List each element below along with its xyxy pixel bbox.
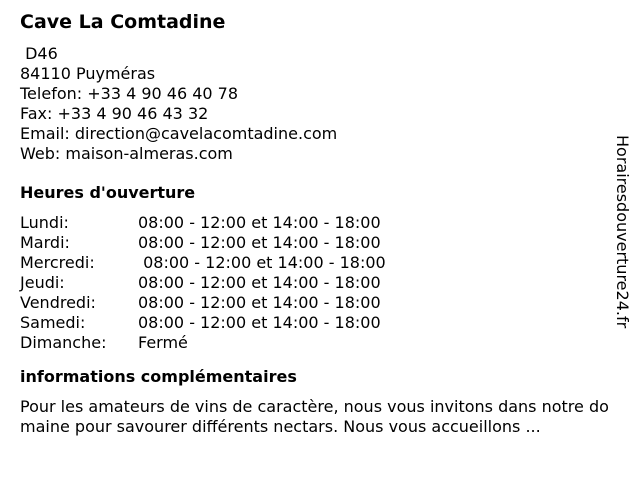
hours-row-jeudi <box>20 273 610 293</box>
phone-number: Telefon: +33 4 90 46 40 78 <box>20 84 239 103</box>
hours-day: Dimanche: <box>20 333 107 352</box>
address-street: D46 <box>20 44 58 63</box>
website: Web: maison-almeras.com <box>20 144 233 163</box>
hours-day: Vendredi: <box>20 293 96 312</box>
hours-time: 08:00 - 12:00 et 14:00 - 18:00 <box>138 253 386 272</box>
hours-time: Fermé <box>138 333 188 352</box>
address-block <box>20 44 610 164</box>
hours-row-samedi <box>20 313 610 333</box>
info-description: Pour les amateurs de vins de caractère, nous vous invitons dans notre domaine pour savourer différents nectars. Nous vous accueillons ... <box>20 397 609 436</box>
business-title: Cave La Comtadine <box>20 11 226 33</box>
hours-day: Samedi: <box>20 313 86 332</box>
hours-day: Mercredi: <box>20 253 95 272</box>
hours-row-mercredi <box>20 253 610 273</box>
site-watermark: Horairesdouverture24.fr <box>613 135 632 329</box>
hours-time: 08:00 - 12:00 et 14:00 - 18:00 <box>138 273 381 292</box>
fax-number: Fax: +33 4 90 46 43 32 <box>20 104 209 123</box>
hours-day: Lundi: <box>20 213 69 232</box>
hours-time: 08:00 - 12:00 et 14:00 - 18:00 <box>138 293 381 312</box>
email-address: Email: direction@cavelacomtadine.com <box>20 124 338 143</box>
address-city: 84110 Puyméras <box>20 64 156 83</box>
hours-heading: Heures d'ouverture <box>20 183 196 202</box>
hours-table <box>20 213 610 353</box>
hours-time: 08:00 - 12:00 et 14:00 - 18:00 <box>138 213 381 232</box>
hours-time: 08:00 - 12:00 et 14:00 - 18:00 <box>138 313 381 332</box>
hours-day: Mardi: <box>20 233 70 252</box>
hours-row-vendredi <box>20 293 610 313</box>
info-heading: informations complémentaires <box>20 367 297 386</box>
hours-row-mardi <box>20 233 610 253</box>
hours-row-lundi <box>20 213 610 233</box>
business-card <box>20 10 610 437</box>
hours-row-dimanche <box>20 333 610 353</box>
hours-time: 08:00 - 12:00 et 14:00 - 18:00 <box>138 233 381 252</box>
hours-day: Jeudi: <box>20 273 65 292</box>
